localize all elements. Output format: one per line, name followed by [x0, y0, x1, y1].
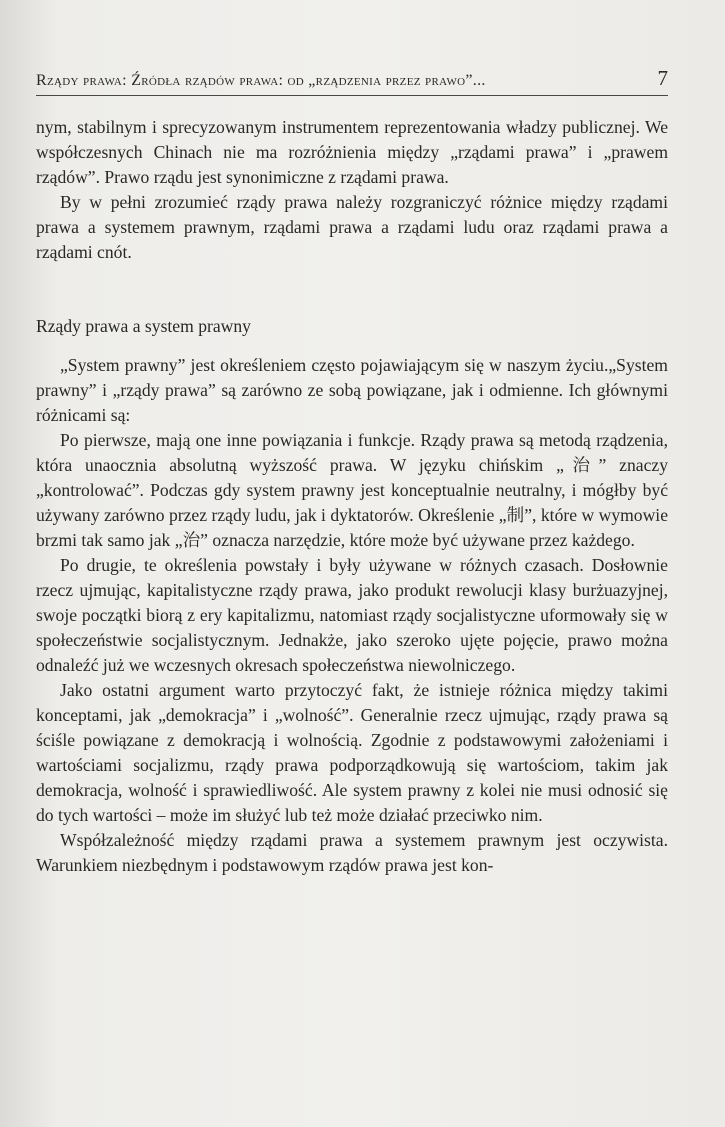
paragraph: nym, stabilnym i sprecyzowanym instrumentem reprezentowania władzy publicznej. We współczesnych Chinach nie ma rozróżnienia między „rządami prawa” i „prawem rządów”. Prawo rządu jest synonimiczne z rządami prawa. — [36, 117, 668, 187]
section-heading: Rządy prawa a system prawny — [36, 316, 251, 336]
paragraph: Po pierwsze, mają one inne powiązania i funkcje. Rządy prawa są metodą rządzenia, która unaocznia absolutną wyższość prawa. W języku chińskim „治” znaczy „kontrolować”. Podczas gdy system prawny jest konceptualnie neutralny, i mógłby być używany zarówno przez rządy ludu, jak i dyktatorów. Określenie „制”, które w wymowie brzmi tak samo jak „治” oznacza narzędzie, które może być używane przez każdego. — [36, 430, 668, 550]
paragraph: By w pełni zrozumieć rządy prawa należy rozgraniczyć różnice między rządami prawa a systemem prawnym, rządami prawa a rządami ludu oraz rządami prawa a rządami cnót. — [36, 192, 668, 262]
paragraph: Po drugie, te określenia powstały i były używane w różnych czasach. Dosłownie rzecz ujmując, kapitalistyczne rządy prawa, jako produkt rewolucji klasy burżuazyjnej, swoje początki biorą z ery kapitalizmu, natomiast rządy socjalistyczne uformowały się w społeczeństwie socjalistycznym. Jednakże, jako szeroko ujęte pojęcie, prawo można odnaleźć już we wczesnych okresach społeczeństwa niewolniczego. — [36, 555, 668, 675]
paragraph: „System prawny” jest określeniem często pojawiającym się w naszym życiu.„System prawny” i „rządy prawa” są zarówno ze sobą powiązane, jak i odmienne. Ich głównymi różnicami są: — [36, 355, 668, 425]
body-text — [36, 115, 668, 878]
running-head-title: Rządy prawa: Źródła rządów prawa: od „rządzenia przez prawo”... — [36, 72, 486, 89]
paragraph: Współzależność między rządami prawa a systemem prawnym jest oczywista. Warunkiem niezbędnym i podstawowym rządów prawa jest kon- — [36, 830, 668, 875]
paragraph: Jako ostatni argument warto przytoczyć fakt, że istnieje różnica między takimi konceptami, jak „demokracja” i „wolność”. Generalnie rzecz ujmując, rządy prawa są ściśle powiązane z demokracją i wolnością. Zgodnie z podstawowymi założeniami i wartościami socjalizmu, rządy prawa podporządkowują się wartościom, takim jak demokracja, wolność i sprawiedliwość. Ale system prawny z kolei nie musi odnosić się do tych wartości – może im służyć lub też może działać przeciwko nim. — [36, 680, 668, 825]
running-head — [36, 66, 668, 96]
page-number: 7 — [657, 66, 668, 90]
